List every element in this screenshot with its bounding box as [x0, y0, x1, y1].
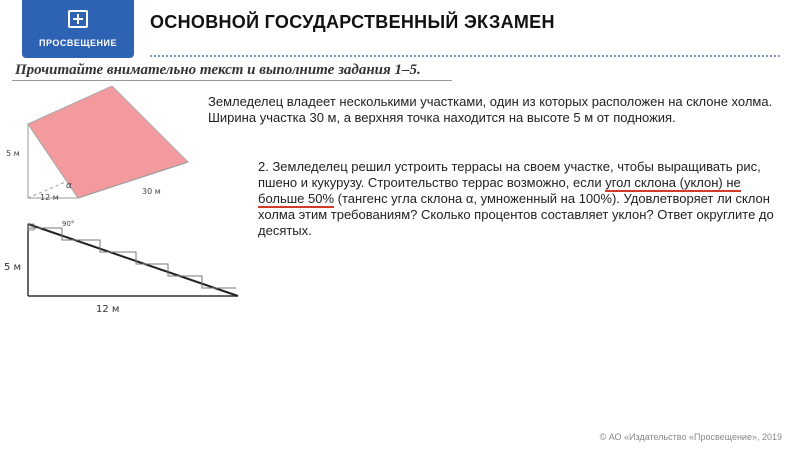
instruction-divider: [12, 80, 452, 81]
terrace-figure: [0, 214, 245, 320]
instruction-text: Прочитайте внимательно текст и выполните задания 1–5.: [15, 62, 421, 78]
slope-line: [28, 224, 238, 296]
height-label: 5 м: [4, 262, 22, 273]
hillside-figure: [0, 86, 200, 210]
base-label: 12 м: [40, 193, 59, 202]
terrace-steps: [28, 228, 236, 288]
page-title: ОСНОВНОЙ ГОСУДАРСТВЕННЫЙ ЭКЗАМЕН: [150, 12, 555, 32]
angle-alpha-label: α: [66, 181, 72, 191]
problem-statement: Земледелец владеет несколькими участками, один из которых расположен на склоне холма. Ширина участка 30 м, а верхняя точка находится на высоте 5 м от подножия.: [208, 94, 773, 125]
task-2-condition-highlight: угол склона (уклон) не больше 50%: [258, 175, 741, 206]
right-angle-label: 90°: [62, 220, 75, 228]
task-2-question: (тангенс угла склона α, умноженный на 100%). Удовлетворяет ли склон холма этим требованиям? Сколько процентов составляет уклон? Ответ округлите до десятых.: [258, 191, 774, 238]
publisher-logo: [22, 0, 134, 58]
base-label: 12 м: [96, 304, 120, 315]
task-2-intro: 2. Земледелец решил устроить террасы на своем участке, чтобы выращивать рис, пшено и кукурузу. Строительство террас возможно, если: [258, 159, 761, 190]
task-2-text: [258, 159, 788, 239]
slope-length-label: 30 м: [142, 187, 161, 196]
height-label: 5 м: [6, 149, 20, 158]
header-divider: [150, 55, 780, 57]
logo-emblem-icon: [68, 10, 88, 28]
logo-text: ПРОСВЕЩЕНИЕ: [38, 38, 117, 48]
copyright-footer: © АО «Издательство «Просвещение», 2019: [599, 432, 782, 442]
